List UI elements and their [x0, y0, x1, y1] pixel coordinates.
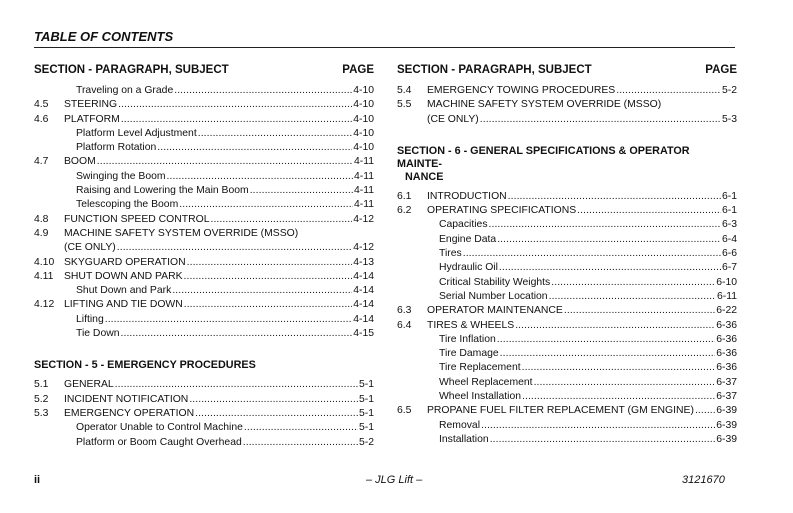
toc-entry-title: PLATFORM [64, 113, 120, 125]
dot-leader [121, 113, 352, 127]
dot-leader [172, 284, 352, 298]
toc-entry[interactable] [397, 261, 737, 275]
toc-entry-page: 6-39 [716, 405, 737, 417]
toc-entry-title: OPERATOR MAINTENANCE [427, 305, 563, 317]
dot-leader [534, 376, 716, 390]
toc-entry-page: 4-14 [353, 285, 374, 297]
toc-entry-page: 6-37 [716, 391, 737, 403]
toc-entry-number: 4.12 [34, 299, 55, 311]
dot-leader [616, 84, 721, 98]
dot-leader [157, 141, 352, 155]
dot-leader [695, 404, 715, 418]
toc-entry[interactable] [34, 378, 374, 392]
toc-list-section5-cont [397, 84, 737, 127]
toc-entry-title: EMERGENCY OPERATION [64, 407, 195, 419]
toc-entry[interactable] [34, 407, 374, 421]
toc-entry[interactable] [34, 284, 374, 298]
page-title: TABLE OF CONTENTS [34, 29, 174, 44]
dot-leader [195, 407, 358, 421]
dot-leader [489, 218, 721, 232]
dot-leader [500, 347, 716, 361]
dot-leader [105, 313, 352, 327]
toc-entry[interactable] [34, 241, 374, 255]
toc-entry-number: 6.4 [397, 319, 412, 331]
toc-entry-page: 4-11 [353, 185, 374, 197]
toc-entry-page: 6-3 [721, 219, 737, 231]
toc-entry[interactable] [34, 213, 374, 227]
toc-entry-number: 6.1 [397, 190, 412, 202]
dot-leader [167, 170, 353, 184]
toc-entry-page: 5-3 [721, 113, 737, 125]
toc-entry-number: 4.11 [34, 270, 54, 282]
toc-entry-title: GENERAL [64, 379, 114, 391]
section-6-heading [397, 145, 737, 184]
dot-leader [515, 319, 715, 333]
toc-entry-title: Tie Down [76, 328, 120, 340]
toc-entry-page: 4-11 [353, 199, 374, 211]
dot-leader [198, 127, 352, 141]
toc-entry-page: 5-2 [358, 436, 374, 448]
toc-entry-number: 5.4 [397, 85, 412, 96]
toc-entry[interactable] [34, 270, 374, 284]
toc-entry-page: 6-1 [721, 190, 737, 202]
toc-entry-page: 6-36 [716, 333, 737, 345]
toc-entry[interactable] [397, 304, 737, 318]
dot-leader [577, 204, 721, 218]
toc-entry[interactable] [34, 198, 374, 212]
toc-entry[interactable] [34, 298, 374, 312]
dot-leader [179, 198, 353, 212]
toc-entry-number: 4.6 [34, 113, 49, 125]
footer-page-number: ii [34, 474, 41, 486]
toc-entry[interactable] [34, 170, 374, 184]
toc-entry-title: INTRODUCTION [427, 190, 507, 202]
toc-entry-title: FUNCTION SPEED CONTROL [64, 213, 210, 225]
dot-leader [187, 256, 353, 270]
toc-entry-title: Removal [439, 419, 480, 431]
toc-entry[interactable] [34, 227, 374, 241]
toc-entry[interactable] [397, 113, 737, 127]
toc-entry-page: 5-1 [358, 393, 374, 405]
toc-entry-number: 5.1 [34, 379, 49, 391]
toc-entry-page: 5-1 [358, 379, 374, 391]
toc-entry-title: PROPANE FUEL FILTER REPLACEMENT (GM ENGINE) [427, 405, 694, 417]
dot-leader [184, 270, 353, 284]
toc-entry[interactable] [34, 256, 374, 270]
toc-entry-title: Serial Number Location [439, 290, 548, 302]
toc-entry[interactable] [34, 436, 374, 450]
section-6-heading-line1: SECTION - 6 - GENERAL SPECIFICATIONS & OPERATOR MAINTE- [397, 144, 690, 170]
toc-entry-page: 4-12 [353, 242, 374, 254]
toc-entry[interactable] [397, 218, 737, 232]
toc-entry-page: 6-11 [716, 290, 737, 302]
toc-entry[interactable] [34, 393, 374, 407]
toc-entry-page: 6-36 [716, 362, 737, 374]
footer-doc-number: 3121670 [682, 474, 725, 486]
toc-entry-title: Shut Down and Park [76, 285, 172, 297]
toc-entry-title: Engine Data [439, 233, 497, 245]
dot-leader [490, 433, 716, 447]
toc-entry-title: Tire Inflation [439, 333, 496, 345]
toc-entry-number: 4.9 [34, 227, 49, 239]
toc-entry-number: 4.10 [34, 256, 55, 268]
toc-entry-title: Platform Rotation [76, 142, 157, 154]
toc-entry-title: Tire Replacement [439, 362, 521, 374]
section-header-label: SECTION - PARAGRAPH, SUBJECT [34, 64, 229, 76]
dot-leader [189, 393, 358, 407]
toc-entry[interactable] [34, 184, 374, 198]
toc-entry-title: TIRES & WHEELS [427, 319, 515, 331]
toc-entry-title: Wheel Installation [439, 391, 522, 403]
toc-entry-page: 4-12 [353, 213, 374, 225]
toc-entry[interactable] [34, 84, 374, 98]
toc-entry-number: 4.7 [34, 156, 49, 168]
toc-entry[interactable] [397, 98, 737, 112]
toc-entry-page: 6-36 [716, 319, 737, 331]
toc-entry-title: Lifting [76, 313, 104, 325]
toc-entry-title: Traveling on a Grade [76, 85, 174, 96]
toc-list-section6 [397, 190, 737, 447]
dot-leader [121, 327, 353, 341]
toc-entry[interactable] [397, 233, 737, 247]
toc-entry[interactable] [34, 98, 374, 112]
toc-entry-title: LIFTING AND TIE DOWN [64, 299, 183, 311]
toc-entry[interactable] [34, 421, 374, 435]
column-header [397, 64, 737, 79]
toc-entry-page: 4-11 [353, 170, 374, 182]
toc-entry-page: 6-10 [716, 276, 737, 288]
toc-entry-page: 4-11 [353, 156, 374, 168]
toc-entry-number: 5.5 [397, 99, 412, 111]
toc-entry[interactable] [397, 319, 737, 333]
dot-leader [184, 298, 352, 312]
toc-entry-page: 4-10 [353, 142, 374, 154]
toc-column-right [397, 64, 737, 447]
dot-leader [522, 390, 715, 404]
toc-entry-title: Capacities [439, 219, 488, 231]
dot-leader [250, 184, 353, 198]
toc-entry-number: 6.5 [397, 405, 412, 417]
toc-entry-page: 4-10 [353, 113, 374, 125]
toc-entry[interactable] [397, 290, 737, 304]
section-header-label: SECTION - PARAGRAPH, SUBJECT [397, 64, 592, 76]
dot-leader [497, 233, 721, 247]
toc-entry-page: 6-39 [716, 433, 737, 445]
toc-entry-title: MACHINE SAFETY SYSTEM OVERRIDE (MSSO) [427, 99, 662, 111]
toc-entry-title: SHUT DOWN AND PARK [64, 270, 183, 282]
dot-leader [549, 290, 716, 304]
dot-leader [480, 113, 721, 127]
toc-entry[interactable] [397, 333, 737, 347]
toc-column-left [34, 64, 374, 450]
toc-entry-number: 6.3 [397, 305, 412, 317]
toc-entry[interactable] [34, 113, 374, 127]
toc-entry-title: MACHINE SAFETY SYSTEM OVERRIDE (MSSO) [64, 227, 299, 239]
toc-entry[interactable] [34, 155, 374, 169]
toc-entry-title: Critical Stability Weights [439, 276, 551, 288]
section-6-heading-line2: NANCE [405, 170, 444, 183]
toc-entry-title: Platform or Boom Caught Overhead [76, 436, 242, 448]
toc-entry-page: 4-13 [353, 256, 374, 268]
toc-entry-title: Tire Damage [439, 348, 499, 360]
toc-list-section5 [34, 378, 374, 449]
toc-entry-page: 5-2 [721, 85, 737, 96]
dot-leader [117, 241, 352, 255]
dot-leader [481, 419, 715, 433]
toc-entry-page: 6-1 [721, 205, 737, 217]
toc-entry[interactable] [397, 419, 737, 433]
toc-entry-page: 6-6 [721, 248, 737, 260]
toc-entry-title: Platform Level Adjustment [76, 127, 197, 139]
dot-leader [243, 436, 358, 450]
column-header [34, 64, 374, 79]
toc-entry-page: 4-10 [353, 85, 374, 96]
toc-entry[interactable] [397, 84, 737, 98]
toc-entry-title: Installation [439, 433, 489, 445]
dot-leader [244, 421, 358, 435]
toc-entry-number: 4.8 [34, 213, 49, 225]
dot-leader [118, 98, 352, 112]
toc-list-section4 [34, 84, 374, 341]
page-header-label: PAGE [342, 64, 374, 76]
toc-entry[interactable] [397, 404, 737, 418]
toc-entry-title: Wheel Replacement [439, 376, 533, 388]
toc-entry[interactable] [34, 127, 374, 141]
toc-entry[interactable] [397, 247, 737, 261]
toc-entry-page: 5-1 [358, 422, 374, 434]
dot-leader [463, 247, 721, 261]
toc-entry-page: 4-10 [353, 99, 374, 111]
dot-leader [97, 155, 353, 169]
toc-entry[interactable] [34, 141, 374, 155]
dot-leader [564, 304, 715, 318]
toc-entry-page: 6-39 [716, 419, 737, 431]
toc-entry-page: 6-37 [716, 376, 737, 388]
dot-leader [499, 261, 721, 275]
toc-entry[interactable] [397, 204, 737, 218]
toc-entry-title: OPERATING SPECIFICATIONS [427, 205, 577, 217]
toc-entry[interactable] [397, 433, 737, 447]
toc-entry-page: 4-14 [353, 270, 374, 282]
toc-entry-title: Hydraulic Oil [439, 262, 498, 274]
dot-leader [210, 213, 352, 227]
dot-leader [174, 84, 352, 98]
toc-entry-number: 6.2 [397, 205, 412, 217]
toc-entry-title: Operator Unable to Control Machine [76, 422, 243, 434]
toc-entry[interactable] [34, 313, 374, 327]
footer-brand: – JLG Lift – [366, 474, 423, 486]
toc-entry-title: INCIDENT NOTIFICATION [64, 393, 189, 405]
toc-entry[interactable] [397, 361, 737, 375]
toc-entry-page: 6-4 [721, 233, 737, 245]
title-rule [34, 47, 735, 48]
toc-entry-number: 5.3 [34, 407, 49, 419]
toc-entry-title: Raising and Lowering the Main Boom [76, 185, 249, 197]
toc-entry-title: SKYGUARD OPERATION [64, 256, 186, 268]
toc-entry-page: 4-14 [353, 299, 374, 311]
toc-entry-number: 5.2 [34, 393, 49, 405]
toc-entry[interactable] [397, 347, 737, 361]
dot-leader [115, 378, 358, 392]
toc-entry[interactable] [397, 276, 737, 290]
toc-entry-page: 4-14 [353, 313, 374, 325]
toc-entry-page: 6-7 [721, 262, 737, 274]
toc-entry-page: 4-10 [353, 127, 374, 139]
section-5-heading: SECTION - 5 - EMERGENCY PROCEDURES [34, 359, 256, 372]
dot-leader [508, 190, 721, 204]
dot-leader [522, 361, 716, 375]
toc-entry[interactable] [397, 376, 737, 390]
toc-entry-title: Tires [439, 248, 462, 260]
dot-leader [497, 333, 715, 347]
page-header-label: PAGE [705, 64, 737, 76]
toc-entry-title: (CE ONLY) [427, 113, 479, 125]
toc-entry[interactable] [397, 190, 737, 204]
toc-entry-page: 6-36 [716, 348, 737, 360]
dot-leader [551, 276, 715, 290]
toc-entry-title: (CE ONLY) [64, 242, 116, 254]
toc-entry-number: 4.5 [34, 99, 49, 111]
toc-entry-title: Swinging the Boom [76, 170, 166, 182]
toc-entry-page: 6-22 [716, 305, 737, 317]
toc-entry-page: 5-1 [358, 407, 374, 419]
toc-entry[interactable] [34, 327, 374, 341]
toc-entry-title: EMERGENCY TOWING PROCEDURES [427, 85, 616, 96]
toc-entry[interactable] [397, 390, 737, 404]
toc-entry-title: STEERING [64, 99, 118, 111]
toc-entry-title: Telescoping the Boom [76, 199, 179, 211]
toc-entry-page: 4-15 [353, 328, 374, 340]
toc-entry-title: BOOM [64, 156, 96, 168]
